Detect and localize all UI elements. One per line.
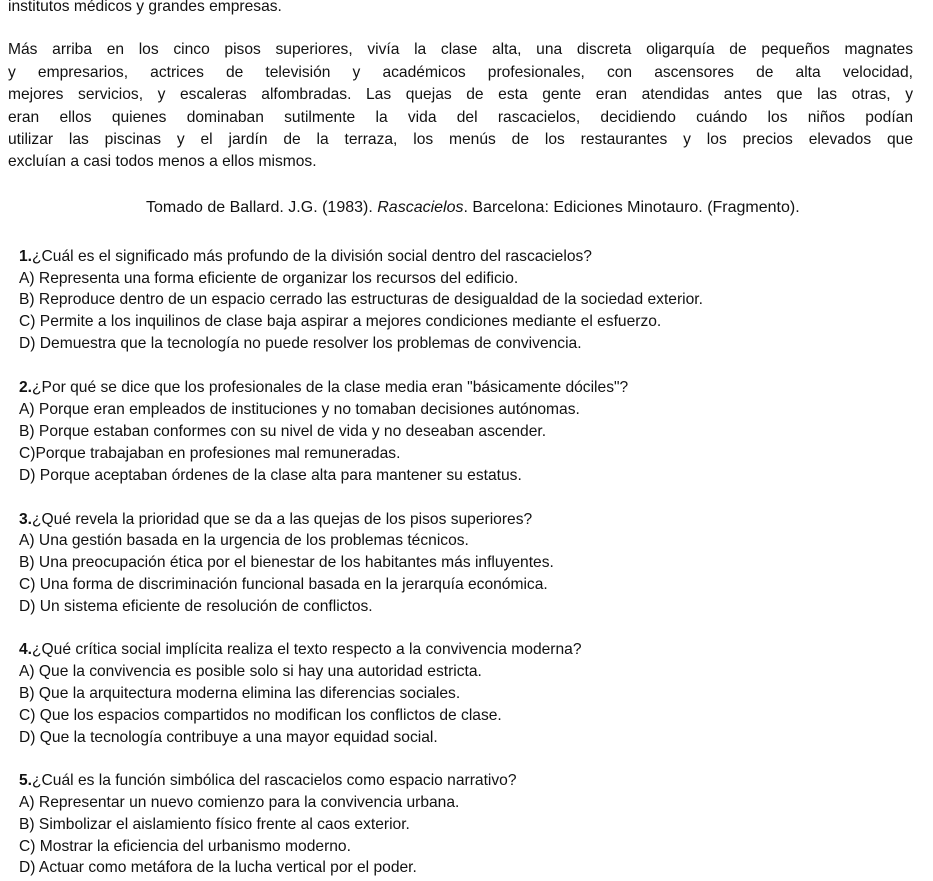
- question-1: [19, 248, 592, 266]
- option-5b: B) Simbolizar el aislamiento físico frente al caos exterior.: [19, 816, 410, 833]
- option-4a: A) Que la convivencia es posible solo si hay una autoridad estricta.: [19, 663, 482, 680]
- option-5d: D) Actuar como metáfora de la lucha vertical por el poder.: [19, 859, 417, 876]
- option-2c: C)Porque trabajaban en profesiones mal remuneradas.: [19, 445, 401, 462]
- option-5c: C) Mostrar la eficiencia del urbanismo moderno.: [19, 838, 351, 855]
- option-2d: D) Porque aceptaban órdenes de la clase alta para mantener su estatus.: [19, 467, 522, 484]
- option-3a: A) Una gestión basada en la urgencia de los problemas técnicos.: [19, 532, 469, 549]
- passage-top-line: institutos médicos y grandes empresas.: [8, 0, 282, 15]
- option-4d: D) Que la tecnología contribuye a una mayor equidad social.: [19, 729, 438, 746]
- option-3d: D) Un sistema eficiente de resolución de conflictos.: [19, 598, 373, 615]
- source-citation: [146, 199, 800, 217]
- question-4: [19, 641, 582, 659]
- question-number: 3.: [19, 511, 33, 528]
- source-suffix: . Barcelona: Ediciones Minotauro. (Fragmento).: [463, 199, 800, 216]
- option-4c: C) Que los espacios compartidos no modifican los conflictos de clase.: [19, 707, 502, 724]
- option-2a: A) Porque eran empleados de instituciones y no tomaban decisiones autónomas.: [19, 401, 580, 418]
- question-2: [19, 379, 628, 397]
- option-4b: B) Que la arquitectura moderna elimina las diferencias sociales.: [19, 685, 461, 702]
- question-text: ¿Por qué se dice que los profesionales de la clase media eran "básicamente dóciles"?: [32, 379, 629, 396]
- passage-line: y empresarios, actrices de televisión y académicos profesionales, con ascensores de alta velocidad,: [8, 64, 913, 81]
- question-number: 4.: [19, 641, 33, 658]
- option-2b: B) Porque estaban conformes con su nivel de vida y no deseaban ascender.: [19, 423, 547, 440]
- passage-line: mejores servicios, y escaleras alfombradas. Las quejas de esta gente eran atendidas antes que las otras, y: [8, 86, 913, 103]
- question-text: ¿Qué revela la prioridad que se da a las quejas de los pisos superiores?: [32, 511, 533, 528]
- question-3: [19, 511, 532, 529]
- question-number: 1.: [19, 248, 33, 265]
- source-title: Rascacielos: [377, 199, 464, 216]
- source-prefix: Tomado de Ballard. J.G. (1983).: [146, 199, 378, 216]
- option-1a: A) Representa una forma eficiente de organizar los recursos del edificio.: [19, 270, 519, 287]
- passage-line: Más arriba en los cinco pisos superiores, vivía la clase alta, una discreta oligarquía de pequeños magnates: [8, 41, 913, 58]
- question-number: 5.: [19, 772, 33, 789]
- option-3b: B) Una preocupación ética por el bienestar de los habitantes más influyentes.: [19, 554, 554, 571]
- question-text: ¿Qué crítica social implícita realiza el texto respecto a la convivencia moderna?: [32, 641, 582, 658]
- passage-line: excluían a casi todos menos a ellos mismos.: [8, 153, 317, 170]
- passage-line: utilizar las piscinas y el jardín de la terraza, los menús de los restaurantes y los precios elevados que: [8, 131, 913, 148]
- question-number: 2.: [19, 379, 33, 396]
- option-1d: D) Demuestra que la tecnología no puede resolver los problemas de convivencia.: [19, 335, 582, 352]
- question-text: ¿Cuál es el significado más profundo de la división social dentro del rascacielos?: [32, 248, 592, 265]
- question-text: ¿Cuál es la función simbólica del rascacielos como espacio narrativo?: [32, 772, 517, 789]
- option-1c: C) Permite a los inquilinos de clase baja aspirar a mejores condiciones mediante el esfuerzo.: [19, 313, 662, 330]
- option-1b: B) Reproduce dentro de un espacio cerrado las estructuras de desigualdad de la sociedad exterior.: [19, 291, 703, 308]
- option-5a: A) Representar un nuevo comienzo para la convivencia urbana.: [19, 794, 460, 811]
- question-5: [19, 772, 517, 790]
- passage-line: eran ellos quienes dominaban sutilmente la vida del rascacielos, decidiendo cuándo los niños podían: [8, 109, 913, 126]
- option-3c: C) Una forma de discriminación funcional basada en la jerarquía económica.: [19, 576, 548, 593]
